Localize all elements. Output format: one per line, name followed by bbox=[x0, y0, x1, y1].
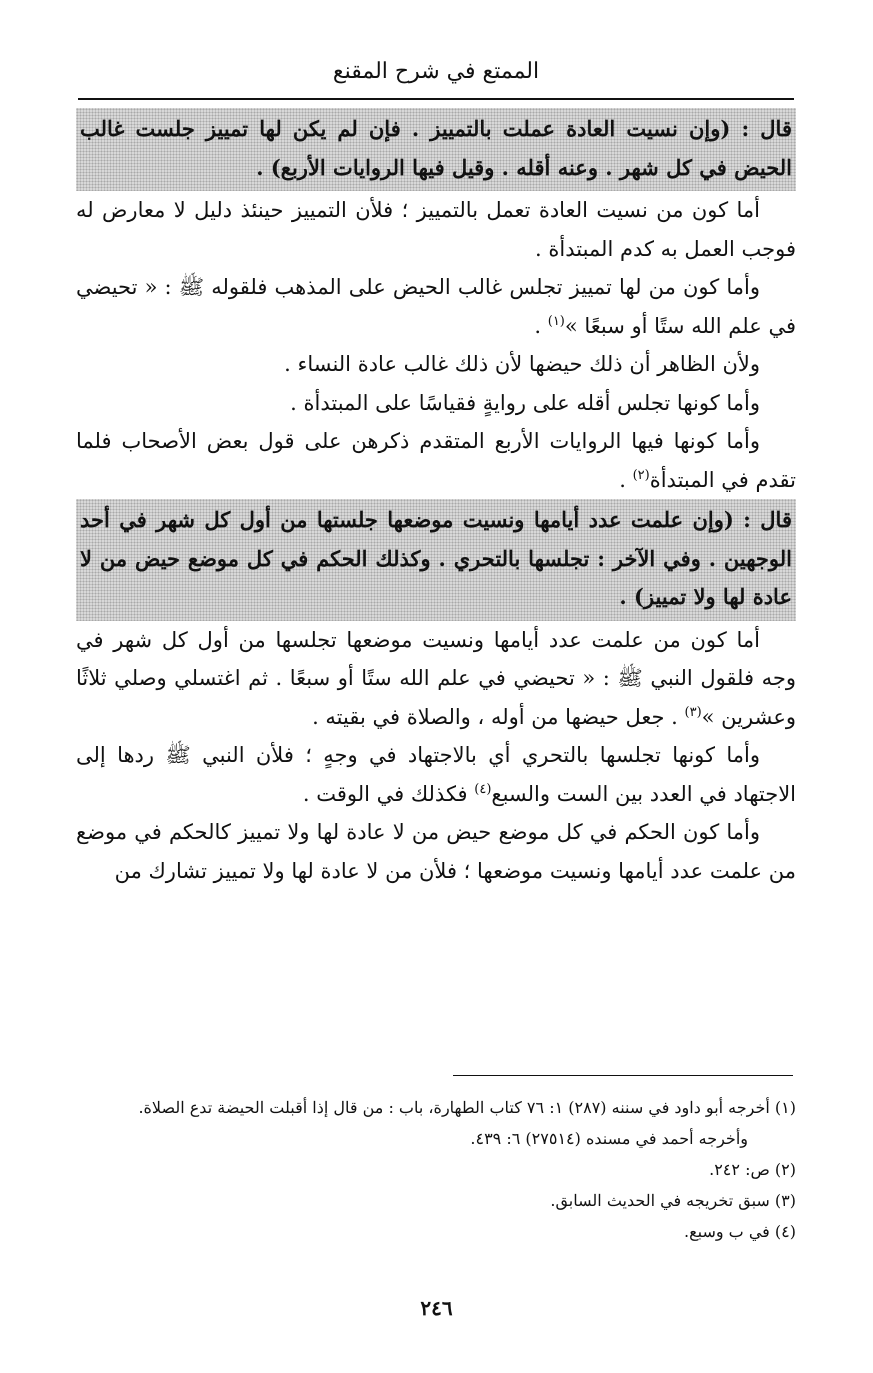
header-rule bbox=[78, 98, 794, 100]
footnote-entry bbox=[76, 1092, 796, 1123]
footnote-reference: (٤) bbox=[474, 781, 492, 797]
paragraph-text: وأما كونها فيها الروايات الأربع المتقدم ذكرهن على قول بعض الأصحاب فلما تقدم في المبتدأة bbox=[76, 429, 796, 492]
footnote-entry bbox=[76, 1123, 796, 1154]
footnote-text: ص: ٢٤٢. bbox=[709, 1160, 770, 1179]
paragraph-text: وأما كون من لها تمييز تجلس غالب الحيض على المذهب فلقوله ﷺ : « تحيضي في علم الله ستًا أو سبعًا » bbox=[76, 275, 796, 338]
commentary-paragraph bbox=[76, 191, 796, 268]
paragraph-text-continued: فكذلك في الوقت . bbox=[302, 781, 475, 806]
paragraph-text: قال : (وإن علمت عدد أيامها ونسيت موضعها جلستها من أول كل شهر في أحد الوجهين . وفي الآخر : تجلسها بالتحري . وكذلك الحكم في كل موضع حيض من لا عادة لها ولا تمييز) . bbox=[80, 507, 792, 609]
paragraph-text: وأما كون الحكم في كل موضع حيض من لا عادة لها ولا تمييز كالحكم في موضع من علمت عدد أيامها ونسيت موضعها ؛ فلأن من لا عادة لها ولا تمييز تشارك من bbox=[76, 820, 796, 883]
matn-block bbox=[76, 499, 796, 621]
footnote-text: أخرجه أبو داود في سننه (٢٨٧) ١: ٧٦ كتاب الطهارة، باب : من قال إذا أقبلت الحيضة تدع الصلاة. bbox=[138, 1098, 770, 1117]
paragraph-text: أما كون من علمت عدد أيامها ونسيت موضعها تجلسها من أول كل شهر في وجه فلقول النبي ﷺ : « تحيضي في علم الله ستًا أو سبعًا . ثم اغتسلي وصلي ثلاثًا وعشرين » bbox=[76, 627, 796, 729]
commentary-paragraph bbox=[76, 813, 796, 890]
commentary-paragraph bbox=[76, 345, 796, 384]
running-title: الممتع في شرح المقنع bbox=[332, 59, 540, 84]
paragraph-text: قال : (وإن نسيت العادة عملت بالتمييز . فإن لم يكن لها تمييز جلست غالب الحيض في كل شهر . وعنه أقله . وقيل فيها الروايات الأربع) . bbox=[80, 116, 792, 180]
main-text bbox=[76, 108, 796, 890]
footnote-entry bbox=[76, 1185, 796, 1216]
page-number: ٢٤٦ bbox=[420, 1296, 453, 1320]
matn-block bbox=[76, 108, 796, 191]
footnote-text: وأخرجه أحمد في مسنده (٢٧٥١٤) ٦: ٤٣٩. bbox=[470, 1129, 748, 1148]
footnote-entry bbox=[76, 1216, 796, 1247]
footnote-reference: (١) bbox=[547, 313, 565, 329]
paragraph-text-continued: . bbox=[534, 313, 548, 338]
paragraph-text: وأما كونها تجلسها بالتحري أي بالاجتهاد في وجهٍ ؛ فلأن النبي ﷺ ردها إلى الاجتهاد في العدد بين الست والسبع bbox=[76, 743, 796, 806]
paragraph-text-continued: . bbox=[619, 467, 633, 492]
paragraph-text-continued: . جعل حيضها من أوله ، والصلاة في بقيته . bbox=[312, 704, 685, 729]
footnote-separator bbox=[453, 1075, 793, 1076]
paragraph-text: وأما كونها تجلس أقله على روايةٍ فقياسًا على المبتدأة . bbox=[290, 390, 760, 415]
footnote-number: (٢) bbox=[774, 1160, 796, 1179]
footnote-text: سبق تخريجه في الحديث السابق. bbox=[550, 1191, 770, 1210]
footnote-number: (٤) bbox=[774, 1222, 796, 1241]
footnotes bbox=[76, 1092, 796, 1247]
footnote-text: في ب وسبع. bbox=[684, 1222, 770, 1241]
commentary-paragraph bbox=[76, 621, 796, 737]
footnote-entry bbox=[76, 1154, 796, 1185]
footnote-number: (١) bbox=[774, 1098, 796, 1117]
commentary-paragraph bbox=[76, 736, 796, 813]
commentary-paragraph bbox=[76, 384, 796, 423]
commentary-paragraph bbox=[76, 422, 796, 499]
paragraph-text: أما كون من نسيت العادة تعمل بالتمييز ؛ فلأن التمييز حينئذ دليل لا معارض له فوجب العمل به كدم المبتدأة . bbox=[76, 198, 796, 261]
commentary-paragraph bbox=[76, 268, 796, 345]
paragraph-text: ولأن الظاهر أن ذلك حيضها لأن ذلك غالب عادة النساء . bbox=[284, 352, 760, 376]
footnote-reference: (٢) bbox=[632, 467, 650, 483]
footnote-reference: (٣) bbox=[684, 704, 702, 720]
footnote-number: (٣) bbox=[774, 1191, 796, 1210]
